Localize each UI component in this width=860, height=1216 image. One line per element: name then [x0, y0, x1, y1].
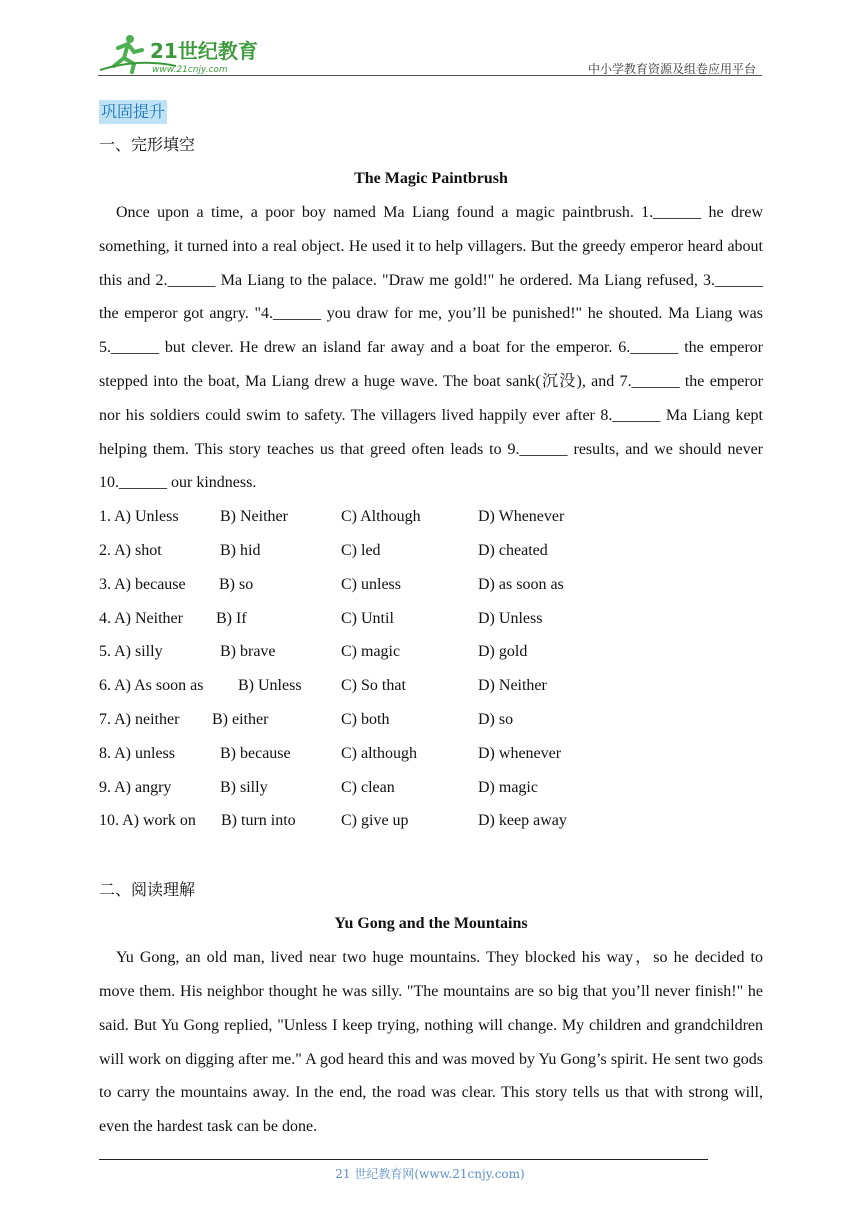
option-b: B) Neither [220, 508, 288, 526]
option-b: B) so [219, 575, 254, 593]
option-d: D) gold [478, 643, 528, 661]
option-d: D) whenever [478, 744, 562, 762]
option-b: B) either [212, 710, 269, 728]
option-d: D) keep away [478, 812, 567, 830]
option-c: C) Until [341, 609, 394, 627]
option-a: 9. A) angry [99, 778, 172, 796]
passage-title-cloze: The Magic Paintbrush [354, 170, 508, 187]
option-a: 2. A) shot [99, 541, 162, 559]
option-c: C) Although [341, 508, 421, 526]
option-a: 4. A) Neither [99, 609, 183, 627]
section-tag: 巩固提升 [99, 100, 167, 124]
option-c: C) both [341, 710, 390, 728]
passage-reading: Yu Gong, an old man, lived near two huge mountains. They blocked his way，so he decided to move them. His neighbor thought he was silly. "The mountains are so big that you’ll never finish!" he said. But Yu Gong replied, "Unless I keep trying, nothing will change. My children and grandchildren will work on digging after me." A god heard this and was moved by Yu Gong’s spirit. He sent two gods to carry the mountains away. In the end, the road was clear. This story tells us that with strong will, even the hardest task can be done. [99, 949, 763, 1136]
option-a: 5. A) silly [99, 643, 163, 661]
logo-text: 21世纪教育 [150, 39, 258, 63]
option-c: C) clean [341, 778, 395, 796]
option-a: 6. A) As soon as [99, 677, 204, 695]
option-b: B) brave [220, 643, 276, 661]
header-divider [98, 75, 762, 76]
page-header [98, 30, 762, 76]
option-c: C) So that [341, 677, 406, 695]
platform-name: 中小学教育资源及组卷应用平台 [587, 62, 756, 76]
passage-title-reading: Yu Gong and the Mountains [334, 915, 528, 933]
option-a: 3. A) because [99, 575, 186, 593]
question-row [99, 737, 763, 771]
option-c: C) give up [341, 812, 409, 830]
site-logo [98, 30, 268, 76]
question-row [99, 771, 763, 805]
option-a: 1. A) Unless [99, 508, 179, 526]
option-a: 7. A) neither [99, 710, 180, 728]
option-b: B) Unless [238, 677, 302, 695]
question-row [99, 635, 763, 669]
option-c: C) led [341, 541, 381, 559]
option-d: D) so [478, 710, 514, 728]
question-row [99, 568, 763, 602]
question-list [99, 500, 763, 838]
option-b: B) silly [220, 778, 268, 796]
logo-url: www.21cnjy.com [152, 65, 228, 75]
question-row [99, 804, 763, 838]
footer-divider [99, 1159, 708, 1160]
option-b: B) If [216, 609, 247, 627]
question-row [99, 500, 763, 534]
option-d: D) Neither [478, 677, 547, 695]
question-row [99, 602, 763, 636]
option-a: 8. A) unless [99, 744, 175, 762]
option-b: B) hid [220, 541, 261, 559]
option-d: D) magic [478, 778, 538, 796]
option-d: D) Whenever [478, 508, 565, 526]
option-d: D) cheated [478, 541, 548, 559]
option-b: B) turn into [221, 812, 296, 830]
document-body [99, 100, 763, 1144]
option-a: 10. A) work on [99, 812, 196, 830]
option-b: B) because [220, 744, 291, 762]
question-row [99, 669, 763, 703]
option-c: C) unless [341, 575, 401, 593]
option-c: C) magic [341, 643, 401, 661]
question-row [99, 703, 763, 737]
question-row [99, 534, 763, 568]
section-heading-reading: 二、阅读理解 [99, 880, 196, 900]
passage-cloze: Once upon a time, a poor boy named Ma Liang found a magic paintbrush. 1.______ he drew something, it turned into a real object. He used it to help villagers. But the greedy emperor heard about this and 2.______ Ma Liang to the palace. "Draw me gold!" he ordered. Ma Liang refused, 3.______ the emperor got angry. "4.______ you draw for me, you’ll be punished!" he shouted. Ma Liang was 5.______ but clever. He drew an island far away and a boat for the emperor. 6.______ the emperor stepped into the boat, Ma Liang drew a huge wave. The boat sank(沉没), and 7.______ the emperor nor his soldiers could swim to safety. The villagers lived happily ever after 8.______ Ma Liang kept helping them. This story teaches us that greed often leads to 9.______ results, and we should never 10.______ our kindness. [99, 204, 763, 492]
option-c: C) although [341, 744, 417, 762]
footer-text: 21 世纪教育网(www.21cnjy.com) [335, 1167, 525, 1181]
section-heading-cloze: 一、完形填空 [99, 135, 196, 154]
option-d: D) as soon as [478, 575, 564, 593]
option-d: D) Unless [478, 609, 543, 627]
